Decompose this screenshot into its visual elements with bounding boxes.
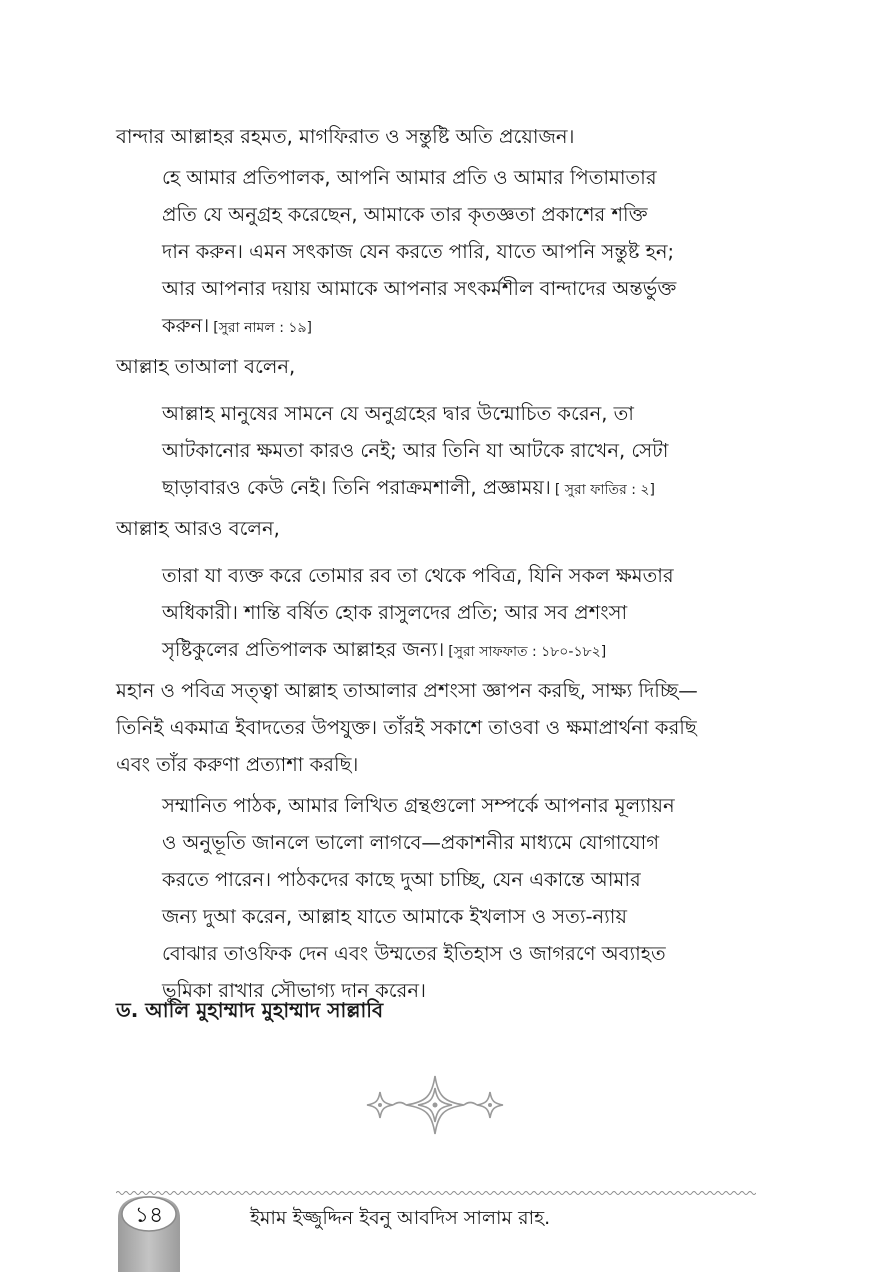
text-line: করতে পারেন। পাঠকদের কাছে দুআ চাচ্ছি, যেন একান্তে আমার — [162, 868, 641, 891]
citation: [ সুরা ফাতির : ২] — [554, 482, 655, 498]
quote-block — [116, 395, 756, 506]
text-line: প্রতি যে অনুগ্রহ করেছেন, আমাকে তার কৃতজ্ঞতা প্রকাশের শক্তি — [162, 203, 648, 226]
paragraph — [116, 348, 756, 385]
page-number: ১৪ — [134, 1203, 164, 1228]
text-segment: ছাড়াবারও কেউ নেই। তিনি পরাক্রমশালী, প্রজ্ঞাময়। — [162, 476, 551, 499]
paragraph — [116, 118, 756, 155]
text-line — [162, 307, 756, 344]
quote-block — [116, 557, 756, 668]
text-line: ভূমিকা রাখার সৌভাগ্য দান করেন। — [162, 979, 426, 1002]
text-line: সম্মানিত পাঠক, আমার লিখিত গ্রন্থগুলো সম্পর্কে আপনার মূল্যায়ন — [162, 794, 675, 817]
text-line: অধিকারী। শান্তি বর্ষিত হোক রাসুলদের প্রতি; আর সব প্রশংসা — [162, 601, 628, 624]
text-line — [162, 159, 756, 196]
text-line: আল্লাহ মানুষের সামনে যে অনুগ্রহের দ্বার উন্মোচিত করেন, তা — [162, 402, 634, 425]
reader-note-block — [116, 787, 756, 1009]
text-line: আর আপনার দয়ায় আমাকে আপনার সৎকর্মশীল বান্দাদের অন্তর্ভুক্ত — [162, 277, 677, 300]
text-line: তিনিই একমাত্র ইবাদতের উপযুক্ত। তাঁরই সকাশে তাওবা ও ক্ষমাপ্রার্থনা করছি — [116, 716, 697, 739]
text-line: আল্লাহ তাআলা বলেন, — [116, 355, 296, 378]
author-signature: ড. আলি মুহাম্মাদ মুহাম্মাদ সাল্লাবি — [116, 998, 384, 1022]
citation: [সুরা নামল : ১৯] — [213, 320, 313, 336]
quote-block — [116, 159, 756, 344]
text-line: ও অনুভূতি জানলে ভালো লাগবে—প্রকাশনীর মাধ্যমে যোগাযোগ — [162, 831, 660, 854]
text-segment: সৃষ্টিকুলের প্রতিপালক আল্লাহর জন্য। — [162, 638, 445, 661]
text-line: মহান ও পবিত্র সত্ত্বা আল্লাহ তাআলার প্রশংসা জ্ঞাপন করছি, সাক্ষ্য দিচ্ছি— — [116, 679, 698, 702]
text-line: আল্লাহ আরও বলেন, — [116, 517, 280, 540]
text-line: আটকানোর ক্ষমতা কারও নেই; আর তিনি যা আটকে রাখেন, সেটা — [162, 439, 669, 462]
page-body — [116, 118, 756, 1009]
paragraph — [116, 510, 756, 547]
citation: [সুরা সাফফাত : ১৮০-১৮২] — [448, 644, 607, 660]
text-line: জন্য দুআ করেন, আল্লাহ যাতে আমাকে ইখলাস ও সত্য-ন্যায় — [162, 905, 627, 928]
text-line: তারা যা ব্যক্ত করে তোমার রব তা থেকে পবিত্র, যিনি সকল ক্ষমতার — [162, 564, 674, 587]
text-line: বোঝার তাওফিক দেন এবং উম্মতের ইতিহাস ও জাগরণে অব্যাহত — [162, 942, 666, 965]
text-line: বান্দার আল্লাহর রহমত, মাগফিরাত ও সন্তুষ্টি অতি প্রয়োজন। — [116, 125, 575, 148]
text-segment: করুন। — [162, 314, 210, 337]
text-line: এবং তাঁর করুণা প্রত্যাশা করছি। — [116, 753, 359, 776]
text-line — [162, 631, 756, 668]
text-segment: হে আমার প্রতিপালক, আপনি আমার প্রতি ও আমার পিতামাতার — [162, 166, 657, 189]
star-ornament-icon — [360, 1070, 510, 1140]
footer-wavy-rule — [116, 1190, 756, 1196]
text-line — [162, 469, 756, 506]
running-head: ইমাম ইজ্জুদ্দিন ইবনু আবদিস সালাম রাহ. — [250, 1207, 551, 1229]
text-line: দান করুন। এমন সৎকাজ যেন করতে পারি, যাতে আপনি সন্তুষ্ট হন; — [162, 240, 675, 263]
paragraph — [116, 672, 756, 783]
